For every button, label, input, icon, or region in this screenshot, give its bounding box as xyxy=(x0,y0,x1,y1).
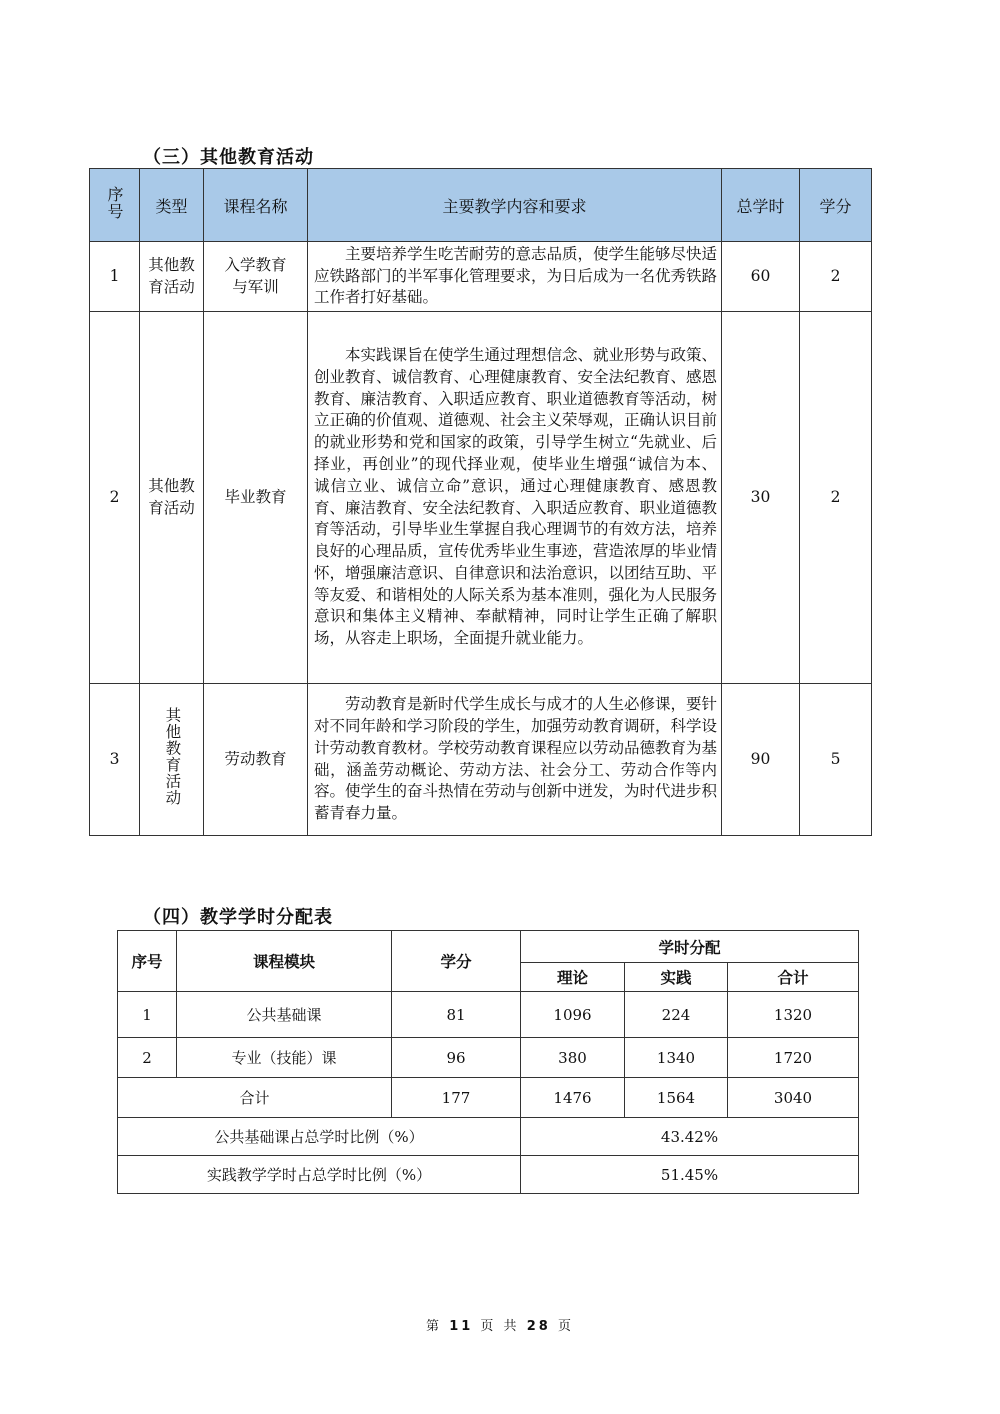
section-title-other-activities: （三）其他教育活动 xyxy=(143,147,314,168)
header-module: 课程模块 xyxy=(177,931,392,992)
row-module: 公共基础课 xyxy=(177,992,392,1038)
table-header-row xyxy=(90,169,872,242)
row-seq: 2 xyxy=(118,1038,177,1078)
row-credits: 5 xyxy=(800,684,872,836)
hour-allocation-table xyxy=(117,930,859,1194)
sum-credits: 177 xyxy=(392,1078,521,1118)
sum-total: 3040 xyxy=(728,1078,859,1118)
row-content: 劳动教育是新时代学生成长与成才的人生必修课，要针对不同年龄和学习阶段的学生，加强劳动教育调研，科学设计劳动教育教材。学校劳动教育课程应以劳动品德教育为基础，涵盖劳动概论、劳动方法、社会分工、劳动合作等内容。使学生的奋斗热情在劳动与创新中迸发，为时代进步积蓄青春力量。 xyxy=(308,684,722,836)
header-type: 类型 xyxy=(140,169,204,242)
row-type: 其他教育活动 xyxy=(140,684,204,836)
sum-row xyxy=(118,1078,859,1118)
row-practice: 224 xyxy=(625,992,728,1038)
ratio-row-public xyxy=(118,1118,859,1156)
page-footer: 第 11 页 共 28 页 xyxy=(426,1319,574,1334)
row-seq: 2 xyxy=(90,312,140,684)
row-seq: 1 xyxy=(118,992,177,1038)
row-practice: 1340 xyxy=(625,1038,728,1078)
section-title-hour-allocation: （四）教学学时分配表 xyxy=(143,907,333,928)
table-row xyxy=(90,242,872,312)
row-seq: 3 xyxy=(90,684,140,836)
current-page-number: 11 xyxy=(449,1319,474,1334)
header-seq: 序号 xyxy=(118,931,177,992)
sum-label: 合计 xyxy=(118,1078,392,1118)
row-course-name: 毕业教育 xyxy=(204,312,308,684)
row-content: 本实践课旨在使学生通过理想信念、就业形势与政策、创业教育、诚信教育、心理健康教育、安全法纪教育、感恩教育、廉洁教育、入职适应教育、职业道德教育等活动，树立正确的价值观、道德观、社会主义荣辱观，正确认识目前的就业形势和党和国家的政策，引导学生树立“先就业、后择业，再创业”的现代择业观，使毕业生增强“诚信为本、诚信立业、诚信立命”意识，通过心理健康教育、感恩教育、廉洁教育、安全法纪教育、入职适应教育、职业道德教育等活动，引导毕业生掌握自我心理调节的有效方法，培养良好的心理品质，宣传优秀毕业生事迹，营造浓厚的毕业情怀，增强廉洁意识、自律意识和法治意识，以团结互助、平等友爱、和谐相处的人际关系为基本准则，强化为人民服务意识和集体主义精神、奉献精神，同时让学生正确了解职场，从容走上职场，全面提升就业能力。 xyxy=(308,312,722,684)
row-credits: 81 xyxy=(392,992,521,1038)
row-course-name: 入学教育与军训 xyxy=(204,242,308,312)
other-activities-table xyxy=(89,168,872,836)
header-hours: 总学时 xyxy=(722,169,800,242)
header-theory: 理论 xyxy=(521,963,625,992)
table-row xyxy=(90,684,872,836)
row-hours: 30 xyxy=(722,312,800,684)
header-allocation: 学时分配 xyxy=(521,931,859,963)
row-credits: 2 xyxy=(800,312,872,684)
row-credits: 2 xyxy=(800,242,872,312)
table-row xyxy=(118,992,859,1038)
header-seq: 序号 xyxy=(90,169,140,242)
table-header-row xyxy=(118,931,859,963)
header-practice: 实践 xyxy=(625,963,728,992)
row-total: 1720 xyxy=(728,1038,859,1078)
ratio-public-label: 公共基础课占总学时比例（%） xyxy=(118,1118,521,1156)
header-content: 主要教学内容和要求 xyxy=(308,169,722,242)
header-course-name: 课程名称 xyxy=(204,169,308,242)
table-row xyxy=(118,1038,859,1078)
row-content: 主要培养学生吃苦耐劳的意志品质，使学生能够尽快适应铁路部门的半军事化管理要求，为日后成为一名优秀铁路工作者打好基础。 xyxy=(308,242,722,312)
row-hours: 60 xyxy=(722,242,800,312)
total-page-number: 28 xyxy=(526,1319,551,1334)
row-type: 其他教育活动 xyxy=(140,312,204,684)
sum-practice: 1564 xyxy=(625,1078,728,1118)
ratio-practice-value: 51.45% xyxy=(521,1156,859,1194)
ratio-row-practice xyxy=(118,1156,859,1194)
table-row xyxy=(90,312,872,684)
row-theory: 380 xyxy=(521,1038,625,1078)
row-hours: 90 xyxy=(722,684,800,836)
row-seq: 1 xyxy=(90,242,140,312)
header-total: 合计 xyxy=(728,963,859,992)
header-credits: 学分 xyxy=(800,169,872,242)
ratio-public-value: 43.42% xyxy=(521,1118,859,1156)
row-course-name: 劳动教育 xyxy=(204,684,308,836)
ratio-practice-label: 实践教学学时占总学时比例（%） xyxy=(118,1156,521,1194)
header-credits: 学分 xyxy=(392,931,521,992)
row-total: 1320 xyxy=(728,992,859,1038)
sum-theory: 1476 xyxy=(521,1078,625,1118)
row-type: 其他教育活动 xyxy=(140,242,204,312)
row-theory: 1096 xyxy=(521,992,625,1038)
row-credits: 96 xyxy=(392,1038,521,1078)
row-module: 专业（技能）课 xyxy=(177,1038,392,1078)
